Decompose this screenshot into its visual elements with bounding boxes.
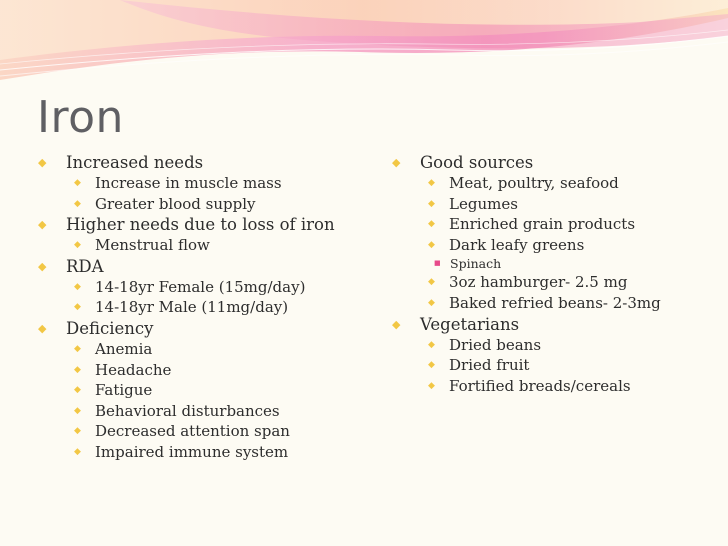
list-item: ◆ 3oz hamburger- 2.5 mg <box>428 273 628 292</box>
list-item: ◆ 14-18yr Male (11mg/day) <box>74 298 289 317</box>
diamond-bullet-icon: ◆ <box>74 178 81 188</box>
list-item: ◆ Increased needs <box>38 153 204 172</box>
diamond-bullet-icon: ◆ <box>74 302 81 313</box>
diamond-bullet-icon: ◆ <box>74 426 81 437</box>
diamond-bullet-icon: ◆ <box>428 178 435 188</box>
list-item: ◆ Impaired immune system <box>74 442 289 461</box>
list-item: ◆ Increase in muscle mass <box>74 174 282 192</box>
diamond-bullet-icon: ◆ <box>74 405 81 416</box>
list-item: ◆ 14-18yr Female (15mg/day) <box>74 277 306 296</box>
list-item: ◆ Enriched grain products <box>428 215 636 234</box>
diamond-bullet-icon: ◆ <box>74 240 81 251</box>
diamond-bullet-icon: ◆ <box>428 219 435 230</box>
list-item: ◆ Headache <box>74 360 172 379</box>
diamond-bullet-icon: ◆ <box>74 446 81 457</box>
list-item: ◆ Vegetarians <box>392 314 520 334</box>
diamond-bullet-icon: ◆ <box>74 364 81 375</box>
diamond-bullet-icon: ◆ <box>38 156 47 169</box>
diamond-bullet-icon: ◆ <box>74 343 81 354</box>
right-bullet-list <box>380 152 710 396</box>
list-item: ◆ Anemia <box>74 339 153 358</box>
list-item: ◆ Fortified breads/cereals <box>428 376 631 395</box>
list-item: ◆ Greater blood supply <box>74 194 256 213</box>
diamond-bullet-icon: ◆ <box>428 339 435 350</box>
diamond-bullet-icon: ◆ <box>38 321 47 335</box>
list-item: ◆ Dried fruit <box>428 356 530 375</box>
diamond-bullet-icon: ◆ <box>392 317 401 331</box>
diamond-bullet-icon: ◆ <box>428 380 435 391</box>
diamond-bullet-icon: ◆ <box>38 259 47 273</box>
list-item: ◆ Behavioral disturbances <box>74 401 280 420</box>
small-square-bullet-icon: ■ <box>434 259 441 268</box>
header-banner <box>0 0 728 90</box>
list-item: ◆ Higher needs due to loss of iron <box>38 215 335 235</box>
list-item: ◆ Dried beans <box>428 335 542 354</box>
diamond-bullet-icon: ◆ <box>428 360 435 371</box>
list-item: ◆ Fatigue <box>74 381 153 400</box>
list-item: ◆ Legumes <box>428 194 518 213</box>
diamond-bullet-icon: ◆ <box>38 218 47 232</box>
diamond-bullet-icon: ◆ <box>428 297 435 308</box>
list-item: ◆ Decreased attention span <box>74 422 290 441</box>
list-item: ◆ Good sources <box>392 153 534 172</box>
diamond-bullet-icon: ◆ <box>428 239 435 250</box>
diamond-bullet-icon: ◆ <box>428 277 435 288</box>
list-item: ◆ Meat, poultry, seafood <box>428 174 619 192</box>
list-item: ◆ Deficiency <box>38 318 154 338</box>
left-bullet-list <box>26 152 356 463</box>
diamond-bullet-icon: ◆ <box>74 385 81 396</box>
slide-title: Iron <box>37 92 124 143</box>
diamond-bullet-icon: ◆ <box>74 281 81 292</box>
diamond-bullet-icon: ◆ <box>392 156 401 169</box>
list-item: ■ Spinach <box>434 256 502 272</box>
diamond-bullet-icon: ◆ <box>428 198 435 209</box>
list-item: ◆ Baked refried beans- 2-3mg <box>428 293 661 312</box>
list-item: ◆ Menstrual flow <box>74 236 210 255</box>
diamond-bullet-icon: ◆ <box>74 198 81 209</box>
list-item: ◆ Dark leafy greens <box>428 235 585 254</box>
list-item: ◆ RDA <box>38 256 104 276</box>
